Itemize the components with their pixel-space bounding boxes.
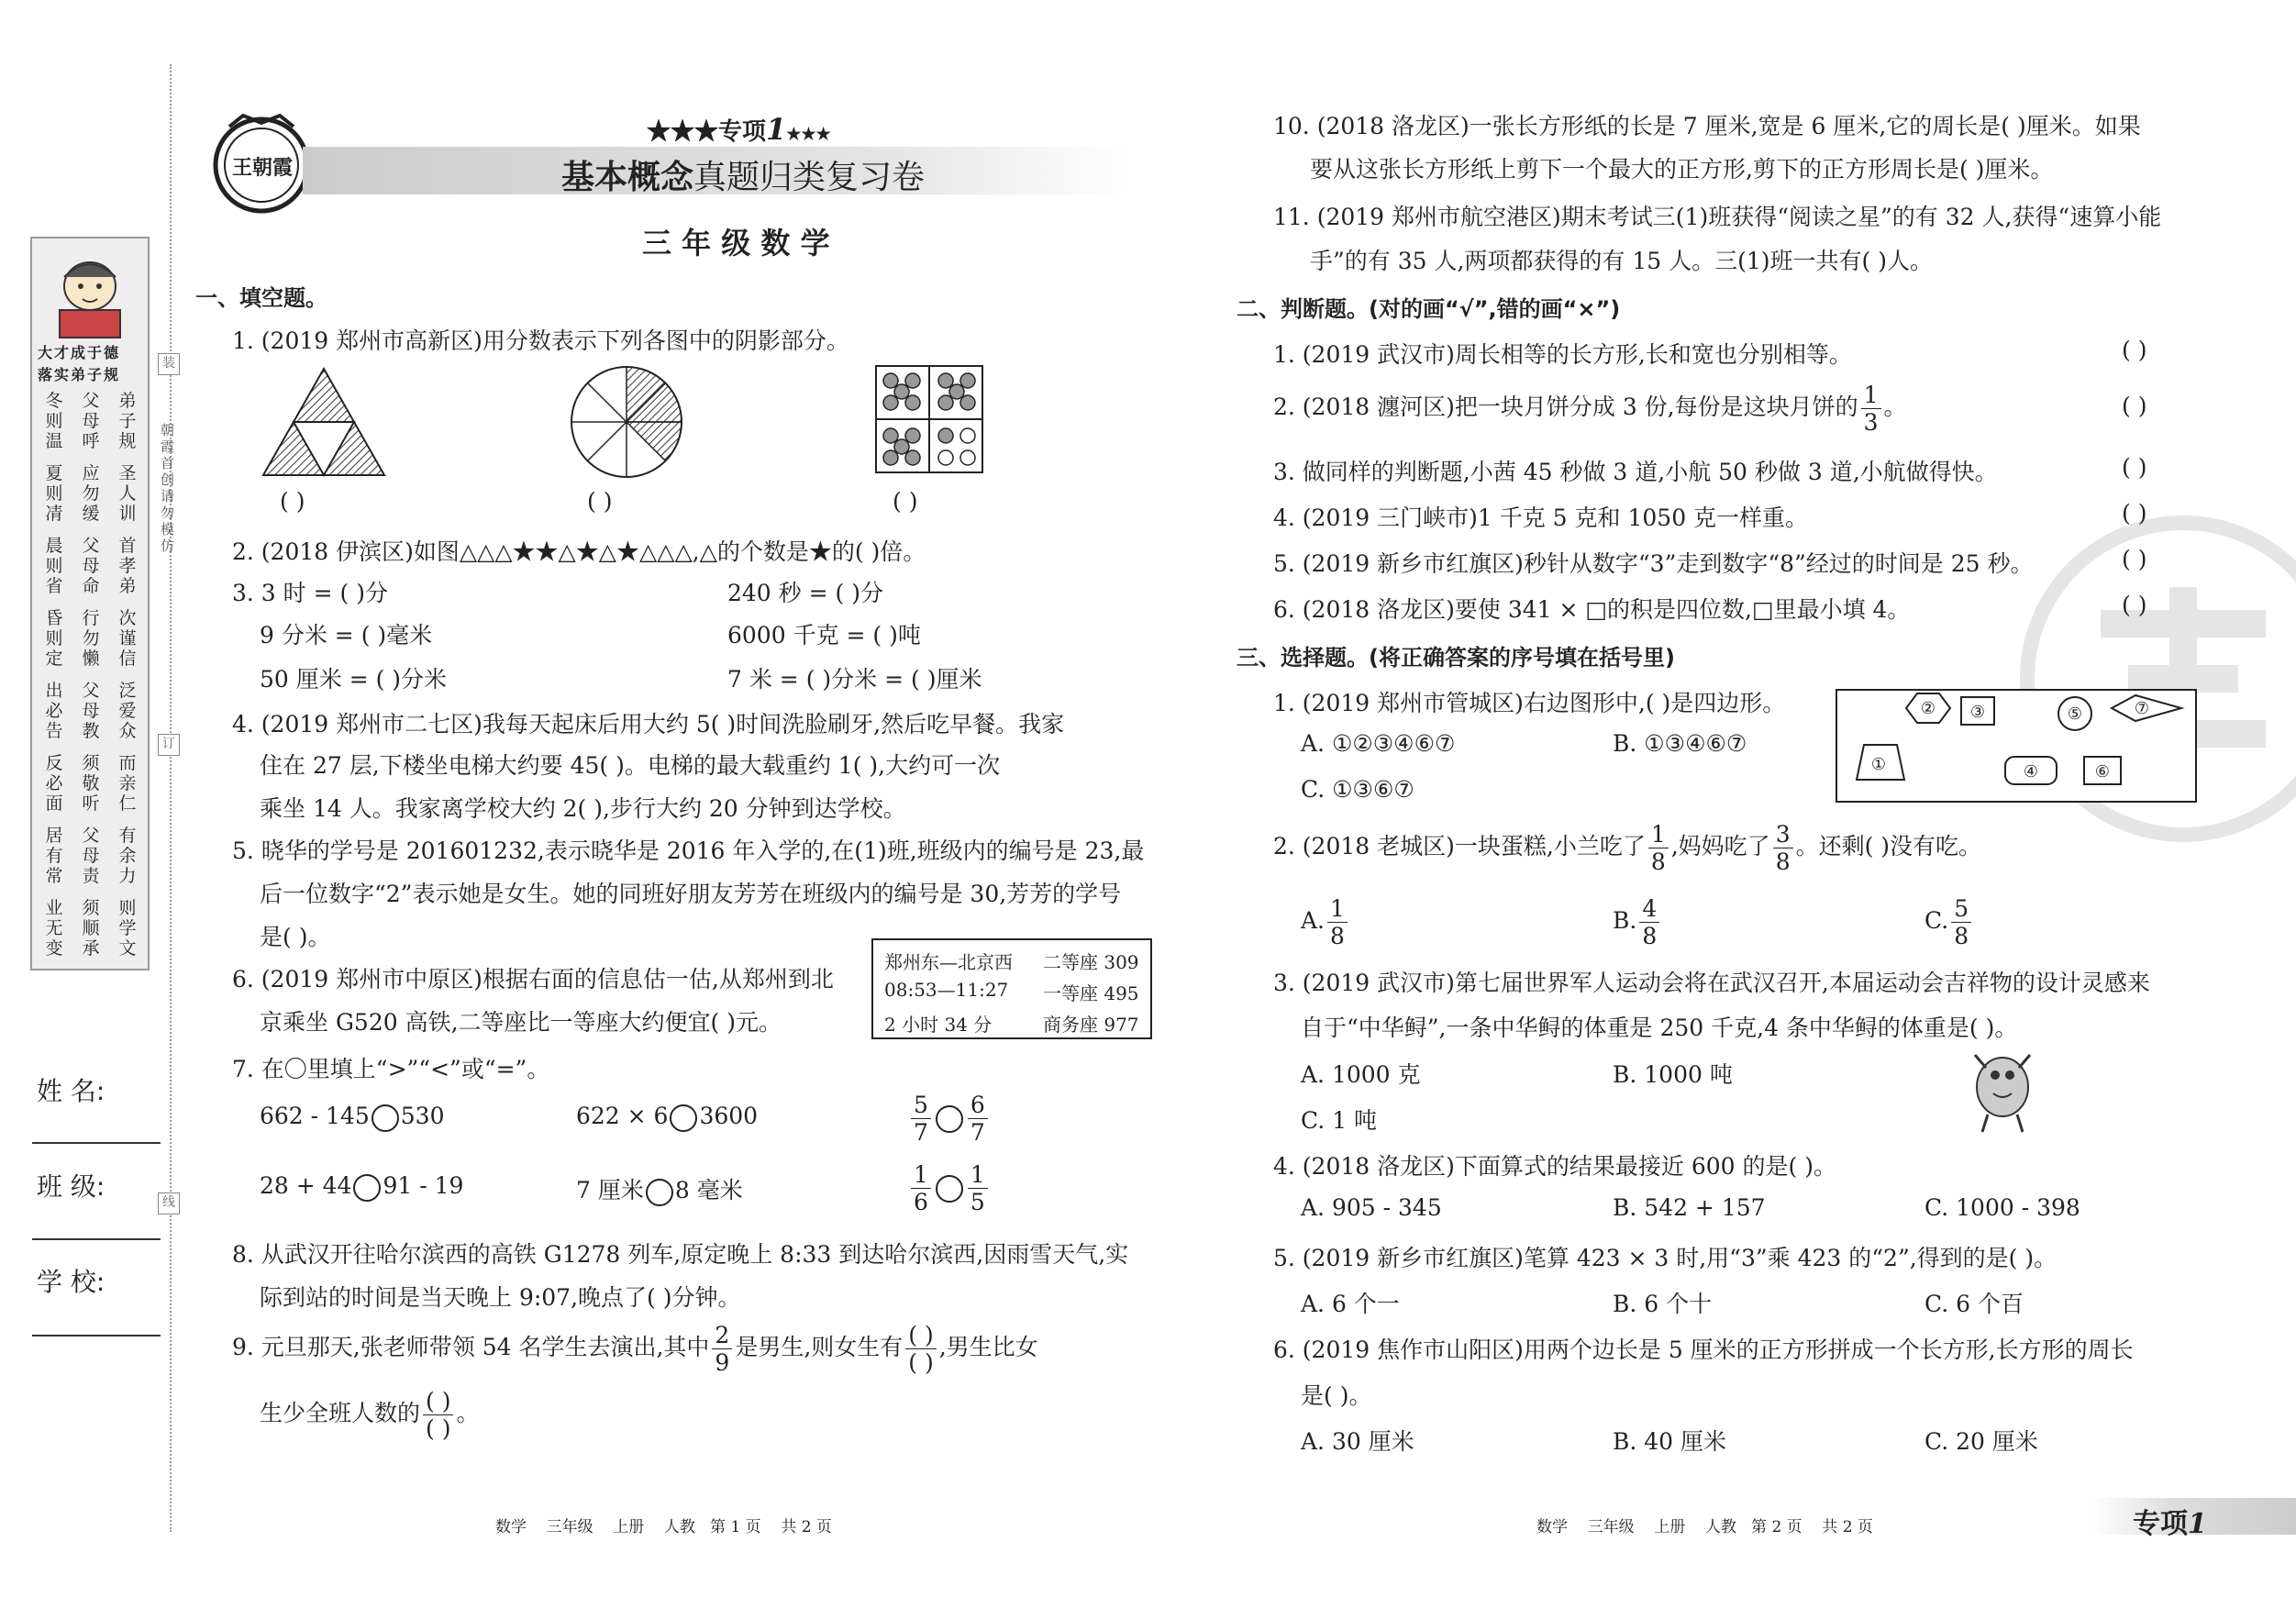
- choice-5-c[interactable]: C. 6 个百: [1924, 1291, 2024, 1317]
- q7-a1-right: 530: [400, 1103, 445, 1129]
- choice-2-pre: 2. (2018 老城区)一块蛋糕,小兰吃了: [1273, 833, 1646, 859]
- judge-4: 4. (2019 三门峡市)1 千克 5 克和 1050 克一样重。: [1273, 505, 1809, 531]
- q8-line2: 际到站的时间是当天晚上 9:07,晚点了( )分钟。: [260, 1284, 741, 1311]
- choice-6-line1: 6. (2019 焦作市山阳区)用两个边长是 5 厘米的正方形拼成一个长方形,长方形的周长: [1273, 1336, 2134, 1363]
- seal-label-1: 装: [158, 353, 180, 375]
- judge-3: 3. 做同样的判断题,小茜 45 秒做 3 道,小航 50 秒做 3 道,小航做得快。: [1273, 459, 1998, 485]
- choice-1: 1. (2019 郑州市管城区)右边图形中,( )是四边形。: [1273, 690, 1786, 716]
- side-text: 朝霞首创 请勿模仿: [161, 422, 175, 554]
- train-second: 二等座 309: [1043, 951, 1139, 973]
- class-field[interactable]: [32, 1238, 161, 1240]
- q3-a2: 240 秒 = ( )分: [727, 580, 883, 606]
- train-business: 商务座 977: [1043, 1014, 1139, 1036]
- poem-column: 有余力: [118, 826, 137, 886]
- fraction: $\frac{1}{8}$: [1648, 823, 1669, 873]
- q5-line3: 是( )。: [260, 924, 331, 950]
- poem-column: 父母责: [82, 826, 100, 886]
- choice-3-c[interactable]: C. 1 吨: [1301, 1107, 1377, 1134]
- q6-line1: 6. (2019 郑州市中原区)根据右面的信息估一估,从郑州到北: [232, 966, 834, 993]
- logo-text: 王朝霞: [232, 156, 294, 180]
- q10-line2: 要从这张长方形纸上剪下一个最大的正方形,剪下的正方形周长是( )厘米。: [1310, 156, 2054, 183]
- special-label: [647, 112, 831, 147]
- judge-answer-5[interactable]: ( ): [2122, 546, 2147, 572]
- q3-c1: 50 厘米 = ( )分米: [260, 666, 448, 693]
- q9-mid: 是男生,则女生有: [735, 1334, 904, 1360]
- judge-1: 1. (2019 武汉市)周长相等的长方形,长和宽也分别相等。: [1273, 341, 1852, 368]
- train-info-box: [871, 938, 1152, 1039]
- judge-answer-4[interactable]: ( ): [2122, 500, 2147, 527]
- train-duration: 2 小时 34 分: [884, 1014, 993, 1036]
- corner-label: [2133, 1501, 2207, 1541]
- title-bold: 基本概念: [561, 159, 694, 196]
- choice-2-b[interactable]: [1613, 897, 1662, 948]
- choice-3-b[interactable]: B. 1000 吨: [1613, 1061, 1733, 1088]
- q5-line1: 5. 晓华的学号是 201601232,表示晓华是 2016 年入学的,在(1)班,班级内的编号是 23,最: [232, 837, 1145, 864]
- q7-item-2: [576, 1103, 758, 1132]
- choice-6-line2: 是( )。: [1301, 1382, 1372, 1409]
- mascot-sturgeon-icon: [1957, 1037, 2048, 1137]
- q3-b1: 9 分米 = ( )毫米: [260, 622, 433, 649]
- shape-label: ②: [1920, 699, 1936, 718]
- judge-2-text: 2. (2018 瀍河区)把一块月饼分成 3 份,每份是这块月饼的: [1273, 394, 1858, 420]
- choice-3-a[interactable]: A. 1000 克: [1301, 1061, 1421, 1088]
- poem-column: 父母呼: [82, 391, 100, 451]
- q6-line2: 京乘坐 G520 高铁,二等座比一等座大约便宜( )元。: [260, 1009, 782, 1036]
- q7-b1-left: 28 + 44: [260, 1172, 352, 1199]
- compare-circle-3[interactable]: [936, 1105, 963, 1133]
- fraction: $\frac{5}{8}$: [1951, 897, 1971, 948]
- school-field[interactable]: [32, 1335, 161, 1336]
- name-label: 姓 名:: [37, 1076, 105, 1106]
- q7-b1-right: 91 - 19: [383, 1172, 464, 1199]
- right-footer: 数学 三年级 上册 人教 第 2 页 共 2 页: [1536, 1518, 1873, 1536]
- q5-line2: 后一位数字“2”表示她是女生。她的同班好朋友芳芳在班级内的编号是 30,芳芳的学号: [260, 881, 1122, 907]
- q3-c2: 7 米 = ( )分米 = ( )厘米: [727, 666, 982, 693]
- left-footer: 数学 三年级 上册 人教 第 1 页 共 2 页: [495, 1518, 832, 1536]
- poem-column: 弟子规: [118, 391, 137, 451]
- train-route: 郑州东—北京西: [884, 951, 1013, 973]
- judge-answer-6[interactable]: ( ): [2122, 592, 2147, 618]
- compare-circle-4[interactable]: [353, 1174, 381, 1202]
- q4-line1: 4. (2019 郑州市二七区)我每天起床后用大约 5( )时间洗脸刷牙,然后吃早餐。我家: [232, 711, 1065, 738]
- fraction: $\frac{1}{3}$: [1861, 383, 1881, 434]
- option-letter: A.: [1301, 907, 1325, 934]
- judge-6: 6. (2018 洛龙区)要使 341 × □的积是四位数,□里最小填 4。: [1273, 596, 1911, 623]
- q7-item-1: [260, 1103, 445, 1132]
- poem-column: 反必面: [45, 753, 63, 814]
- sidebar-poem: [39, 391, 146, 969]
- shape-label: ⑦: [2134, 699, 2150, 718]
- poem-column: 首孝弟: [118, 536, 137, 596]
- shape-label: ⑤: [2067, 704, 2083, 724]
- poem-column: 须顺承: [82, 898, 100, 959]
- sidebar-banner: [30, 237, 150, 970]
- poem-column: 圣人训: [118, 463, 137, 524]
- choice-2-a[interactable]: [1301, 897, 1350, 948]
- q7-item-5: [576, 1172, 743, 1206]
- q7-a2-left: 622 × 6: [576, 1103, 669, 1129]
- poem-column: 行勿懒: [82, 608, 100, 669]
- fraction: $\frac{1}{8}$: [1327, 897, 1348, 948]
- q9-l2: 生少全班人数的: [260, 1400, 421, 1426]
- fraction: $\frac{4}{8}$: [1639, 897, 1659, 948]
- q4-line2: 住在 27 层,下楼坐电梯大约要 45( )。电梯的最大载重约 1( ),大约可一次: [260, 752, 1001, 779]
- poem-column: 冬则温: [45, 391, 63, 451]
- choice-2-c[interactable]: [1924, 897, 1974, 948]
- shape-label: ⑥: [2094, 762, 2111, 782]
- poem-column: 出必告: [45, 681, 63, 741]
- choice-5: 5. (2019 新乡市红旗区)笔算 423 × 3 时,用“3”乘 423 的“2”,得到的是( )。: [1273, 1245, 2058, 1271]
- compare-circle-6[interactable]: [936, 1175, 963, 1203]
- poem-column: 则学文: [118, 898, 137, 959]
- circle-figure: [567, 362, 686, 482]
- compare-circle-1[interactable]: [372, 1104, 399, 1132]
- fraction-blank[interactable]: $\frac{( )}{( )}$: [423, 1390, 453, 1440]
- shape-label: ①: [1870, 755, 1887, 774]
- choice-1-a[interactable]: A. ①②③④⑥⑦: [1301, 730, 1456, 757]
- choice-4: 4. (2018 洛龙区)下面算式的结果最接近 600 的是( )。: [1273, 1153, 1836, 1180]
- section-choice: 三、选择题。(将正确答案的序号填在括号里): [1237, 645, 1675, 671]
- fraction: $\frac{6}{7}$: [968, 1093, 988, 1144]
- q7-b2-right: 8 毫米: [674, 1177, 743, 1203]
- judge-answer-1[interactable]: ( ): [2122, 337, 2147, 363]
- student-cartoon-icon: [32, 242, 148, 343]
- corner-label-text: 专项: [2133, 1508, 2188, 1540]
- poem-column: 须敬听: [82, 753, 100, 814]
- q7-a2-right: 3600: [699, 1103, 759, 1129]
- shape-label: ④: [2023, 762, 2039, 782]
- special-stars: ★★★: [786, 125, 831, 144]
- q9-line1: [232, 1324, 1038, 1374]
- poem-column: 而亲仁: [118, 753, 137, 814]
- option-letter: B.: [1613, 907, 1637, 934]
- q1-text: 1. (2019 郑州市高新区)用分数表示下列各图中的阴影部分。: [232, 327, 849, 354]
- poem-column: 应勿缓: [82, 463, 100, 524]
- q1-blank-1[interactable]: ( ): [280, 488, 305, 515]
- choice-6-c[interactable]: C. 20 厘米: [1924, 1428, 2038, 1455]
- q10-line1: 10. (2018 洛龙区)一张长方形纸的长是 7 厘米,宽是 6 厘米,它的周长是( )厘米。如果: [1273, 113, 2141, 139]
- choice-2-post: 。还剩( )没有吃。: [1795, 833, 1982, 859]
- q7-item-6: [908, 1163, 991, 1214]
- poem-column: 昏则定: [45, 608, 63, 669]
- poem-column: 父母教: [82, 681, 100, 741]
- poem-column: 业无变: [45, 898, 63, 959]
- shape-label: ③: [1969, 703, 1986, 722]
- poem-column: 居有常: [45, 826, 63, 886]
- choice-2-mid: ,妈妈吃了: [1670, 833, 1770, 859]
- q7-b2-left: 7 厘米: [576, 1177, 644, 1203]
- special-label-prefix: ★★★专项: [647, 118, 767, 146]
- judge-answer-2[interactable]: ( ): [2122, 393, 2147, 419]
- fraction: $\frac{1}{6}$: [911, 1163, 931, 1214]
- binding-line: [170, 64, 172, 1532]
- choice-5-b[interactable]: B. 6 个十: [1613, 1291, 1713, 1317]
- option-letter: C.: [1924, 907, 1949, 934]
- fraction: $\frac{3}{8}$: [1773, 823, 1793, 873]
- seal-label-3: 线: [158, 1192, 180, 1214]
- poem-column: 次谨信: [118, 608, 137, 669]
- choice-4-c[interactable]: C. 1000 - 398: [1924, 1194, 2080, 1221]
- corner-number: 1: [2188, 1508, 2207, 1540]
- choice-3-line2: 自于“中华鲟”,一条中华鲟的体重是 250 千克,4 条中华鲟的体重是( )。: [1301, 1015, 2018, 1041]
- sidebar-banner-bottom: 落实弟子规: [38, 366, 121, 383]
- sidebar-banner-top: 大才成于德: [38, 344, 121, 361]
- judge-2: [1273, 383, 1907, 434]
- fraction: $\frac{2}{9}$: [712, 1324, 732, 1374]
- choice-2: [1273, 823, 1981, 873]
- choice-3-line1: 3. (2019 武汉市)第七届世界军人运动会将在武汉召开,本届运动会吉祥物的设计灵感来: [1273, 970, 2150, 996]
- choice-6-b[interactable]: B. 40 厘米: [1613, 1428, 1727, 1455]
- school-label: 学 校:: [37, 1267, 105, 1297]
- train-time: 08:53—11:27: [884, 979, 1009, 1001]
- poem-column: 夏则凊: [45, 463, 63, 524]
- special-number: 1: [766, 112, 787, 147]
- name-field[interactable]: [32, 1142, 161, 1144]
- q9-end: 。: [456, 1400, 480, 1426]
- poem-column: 父母命: [82, 536, 100, 596]
- choice-4-a[interactable]: A. 905 - 345: [1301, 1194, 1442, 1221]
- q3-a1: 3. 3 时 = ( )分: [232, 580, 388, 606]
- q7-a1-left: 662 - 145: [260, 1103, 370, 1129]
- section-fill-blank: 一、填空题。: [195, 285, 327, 311]
- class-label: 班 级:: [37, 1171, 105, 1202]
- q3-b2: 6000 千克 = ( )吨: [727, 622, 921, 649]
- fraction: $\frac{1}{5}$: [968, 1163, 988, 1214]
- judge-answer-3[interactable]: ( ): [2122, 454, 2147, 481]
- compare-circle-2[interactable]: [670, 1104, 697, 1132]
- train-first: 一等座 495: [1043, 982, 1139, 1004]
- q4-line3: 乘坐 14 人。我家离学校大约 2( ),步行大约 20 分钟到达学校。: [260, 795, 906, 822]
- shapes-figure: [1835, 688, 2198, 804]
- choice-6-a[interactable]: A. 30 厘米: [1301, 1428, 1414, 1455]
- q7-text: 7. 在〇里填上“>”“<”或“=”。: [232, 1056, 550, 1082]
- section-judge: 二、判断题。(对的画“√”,错的画“×”): [1237, 296, 1621, 322]
- fraction-blank[interactable]: $\frac{( )}{( )}$: [905, 1324, 936, 1374]
- q9-pre: 9. 元旦那天,张老师带领 54 名学生去演出,其中: [232, 1334, 710, 1360]
- compare-circle-5[interactable]: [646, 1179, 673, 1206]
- poem-column: 晨则省: [45, 536, 63, 596]
- choice-4-b[interactable]: B. 542 + 157: [1613, 1194, 1766, 1221]
- q11-line2: 手”的有 35 人,两项都获得的有 15 人。三(1)班一共有( )人。: [1310, 248, 1934, 274]
- choice-5-a[interactable]: A. 6 个一: [1301, 1291, 1400, 1317]
- choice-1-c[interactable]: C. ①③⑥⑦: [1301, 776, 1414, 803]
- seal-label-2: 订: [158, 734, 180, 756]
- fraction: $\frac{5}{7}$: [911, 1093, 931, 1144]
- judge-5: 5. (2019 新乡市红旗区)秒针从数字“3”走到数字“8”经过的时间是 25 秒。: [1273, 550, 2034, 577]
- q11-line1: 11. (2019 郑州市航空港区)期末考试三(1)班获得“阅读之星”的有 32 人,获得“速算小能: [1273, 204, 2162, 230]
- poem-column: 泛爱众: [118, 681, 137, 741]
- q8-line1: 8. 从武汉开往哈尔滨西的高铁 G1278 列车,原定晚上 8:33 到达哈尔滨西,因雨雪天气,实: [232, 1241, 1129, 1268]
- title-rest: 真题归类复习卷: [693, 159, 926, 196]
- q1-blank-3[interactable]: ( ): [893, 488, 918, 515]
- q2-text: 2. (2018 伊滨区)如图△△△★★△★△★△△△,△的个数是★的( )倍。: [232, 538, 926, 565]
- judge-2-end: 。: [1883, 394, 1907, 420]
- choice-1-b[interactable]: B. ①③④⑥⑦: [1613, 730, 1747, 757]
- q7-item-4: [260, 1172, 463, 1202]
- page-subtitle: 三 年 级 数 学: [642, 226, 830, 261]
- q1-blank-2[interactable]: ( ): [587, 488, 613, 515]
- q9-line2: [260, 1390, 480, 1440]
- page-title: [561, 151, 925, 198]
- triangle-figure: [260, 365, 388, 480]
- q9-post: ,男生比女: [938, 1334, 1038, 1360]
- dots-grid-figure: [874, 364, 984, 474]
- q7-item-3: [908, 1093, 991, 1144]
